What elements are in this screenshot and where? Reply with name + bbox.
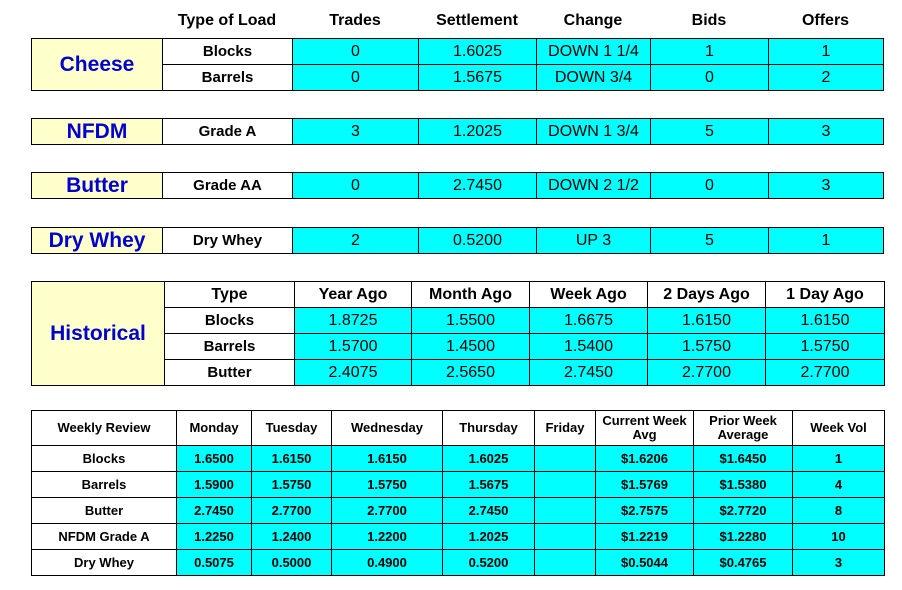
butter-settlement: 2.7450: [419, 173, 537, 199]
weekly-row-label: NFDM Grade A: [32, 524, 177, 550]
weekly-cell: 1.6025: [443, 446, 535, 472]
butter-bids: 0: [651, 173, 769, 199]
drywhey-bids: 5: [651, 228, 769, 254]
weekly-row-label: Blocks: [32, 446, 177, 472]
hist-cell: 2.4075: [295, 360, 412, 386]
weekly-cell: 2.7700: [252, 498, 332, 524]
nfdm-type: Grade A: [163, 119, 293, 145]
hist-cell: 1.5750: [648, 334, 766, 360]
cheese-blocks-bids: 1: [651, 39, 769, 65]
table-row: [32, 524, 885, 550]
hist-cell: 1.4500: [412, 334, 530, 360]
weekly-cell: 8: [793, 498, 885, 524]
hist-cell: 1.5500: [412, 308, 530, 334]
weekly-review-table: [31, 410, 885, 576]
weekly-cell: $1.2219: [596, 524, 694, 550]
nfdm-bids: 5: [651, 119, 769, 145]
weekly-cell: 1.5750: [252, 472, 332, 498]
weekly-cell: 4: [793, 472, 885, 498]
col-header-type: Type of Load: [177, 12, 277, 29]
weekly-cell: [535, 472, 596, 498]
weekly-cell: 2.7450: [443, 498, 535, 524]
drywhey-type: Dry Whey: [163, 228, 293, 254]
weekly-cell: 2.7700: [332, 498, 443, 524]
butter-table: [31, 172, 884, 199]
weekly-cell: [535, 524, 596, 550]
weekly-header-wednesday: Wednesday: [332, 411, 443, 446]
nfdm-offers: 3: [769, 119, 884, 145]
table-row: [32, 550, 885, 576]
weekly-cell: $2.7720: [694, 498, 793, 524]
hist-cell: 1.5400: [530, 334, 648, 360]
weekly-header-thursday: Thursday: [443, 411, 535, 446]
hist-cell: 2.7450: [530, 360, 648, 386]
cheese-barrels-bids: 0: [651, 65, 769, 91]
butter-type: Grade AA: [163, 173, 293, 199]
cheese-barrels-change: DOWN 3/4: [537, 65, 651, 91]
weekly-header-prior-avg: Prior Week Average: [694, 411, 793, 446]
cheese-barrels-trades: 0: [293, 65, 419, 91]
drywhey-change: UP 3: [537, 228, 651, 254]
hist-cell: 1.6150: [766, 308, 885, 334]
nfdm-trades: 3: [293, 119, 419, 145]
col-header-bids: Bids: [691, 12, 727, 29]
drywhey-trades: 2: [293, 228, 419, 254]
col-header-offers: Offers: [801, 12, 850, 29]
weekly-cell: 0.5000: [252, 550, 332, 576]
historical-table: [31, 281, 885, 386]
weekly-cell: 1.2400: [252, 524, 332, 550]
drywhey-label: Dry Whey: [32, 228, 163, 254]
hist-header-1-day-ago: 1 Day Ago: [766, 282, 885, 308]
cheese-blocks-settlement: 1.6025: [419, 39, 537, 65]
weekly-cell: $2.7575: [596, 498, 694, 524]
cheese-table: [31, 38, 884, 91]
weekly-cell: $0.4765: [694, 550, 793, 576]
butter-change: DOWN 2 1/2: [537, 173, 651, 199]
col-header-settlement: Settlement: [436, 12, 518, 29]
hist-cell: 2.7700: [648, 360, 766, 386]
drywhey-offers: 1: [769, 228, 884, 254]
hist-row-type: Blocks: [165, 308, 295, 334]
weekly-cell: 1.6150: [252, 446, 332, 472]
weekly-cell: 1.2200: [332, 524, 443, 550]
weekly-header-week-vol: Week Vol: [793, 411, 885, 446]
cheese-blocks-offers: 1: [769, 39, 884, 65]
table-row: [32, 498, 885, 524]
weekly-row-label: Dry Whey: [32, 550, 177, 576]
nfdm-change: DOWN 1 3/4: [537, 119, 651, 145]
col-header-change: Change: [563, 12, 623, 29]
hist-header-month-ago: Month Ago: [412, 282, 530, 308]
cheese-blocks-type: Blocks: [163, 39, 293, 65]
weekly-cell: 0.4900: [332, 550, 443, 576]
weekly-cell: [535, 550, 596, 576]
weekly-cell: $1.5380: [694, 472, 793, 498]
hist-cell: 1.5750: [766, 334, 885, 360]
hist-cell: 1.5700: [295, 334, 412, 360]
hist-cell: 2.7700: [766, 360, 885, 386]
hist-cell: 2.5650: [412, 360, 530, 386]
weekly-cell: 1.6500: [177, 446, 252, 472]
weekly-cell: 10: [793, 524, 885, 550]
weekly-cell: 1.2250: [177, 524, 252, 550]
nfdm-settlement: 1.2025: [419, 119, 537, 145]
butter-offers: 3: [769, 173, 884, 199]
hist-cell: 1.8725: [295, 308, 412, 334]
cheese-blocks-change: DOWN 1 1/4: [537, 39, 651, 65]
table-row: [32, 472, 885, 498]
hist-cell: 1.6150: [648, 308, 766, 334]
hist-header-week-ago: Week Ago: [530, 282, 648, 308]
weekly-cell: 1.2025: [443, 524, 535, 550]
weekly-cell: 0.5200: [443, 550, 535, 576]
drywhey-settlement: 0.5200: [419, 228, 537, 254]
cheese-barrels-type: Barrels: [163, 65, 293, 91]
weekly-cell: 0.5075: [177, 550, 252, 576]
hist-row-type: Butter: [165, 360, 295, 386]
weekly-cell: [535, 446, 596, 472]
weekly-cell: $1.2280: [694, 524, 793, 550]
weekly-cell: 3: [793, 550, 885, 576]
nfdm-table: [31, 118, 884, 145]
cheese-barrels-offers: 2: [769, 65, 884, 91]
hist-row-type: Barrels: [165, 334, 295, 360]
hist-header-2-days-ago: 2 Days Ago: [648, 282, 766, 308]
weekly-header-label: Weekly Review: [32, 411, 177, 446]
weekly-cell: $1.6206: [596, 446, 694, 472]
weekly-row-label: Barrels: [32, 472, 177, 498]
hist-cell: 1.6675: [530, 308, 648, 334]
weekly-header-monday: Monday: [177, 411, 252, 446]
weekly-cell: 1.6150: [332, 446, 443, 472]
col-header-trades: Trades: [329, 12, 381, 29]
weekly-cell: 1.5750: [332, 472, 443, 498]
weekly-cell: $0.5044: [596, 550, 694, 576]
hist-header-year-ago: Year Ago: [295, 282, 412, 308]
cheese-blocks-trades: 0: [293, 39, 419, 65]
butter-trades: 0: [293, 173, 419, 199]
nfdm-label: NFDM: [32, 119, 163, 145]
weekly-header-friday: Friday: [535, 411, 596, 446]
drywhey-table: [31, 227, 884, 254]
cheese-label: Cheese: [32, 39, 163, 91]
weekly-header-tuesday: Tuesday: [252, 411, 332, 446]
weekly-cell: 1.5675: [443, 472, 535, 498]
weekly-cell: 1.5900: [177, 472, 252, 498]
butter-label: Butter: [32, 173, 163, 199]
hist-header-type: Type: [165, 282, 295, 308]
weekly-cell: $1.5769: [596, 472, 694, 498]
historical-label: Historical: [32, 282, 165, 386]
weekly-cell: $1.6450: [694, 446, 793, 472]
weekly-cell: [535, 498, 596, 524]
weekly-cell: 2.7450: [177, 498, 252, 524]
cheese-barrels-settlement: 1.5675: [419, 65, 537, 91]
table-row: [32, 446, 885, 472]
weekly-header-current-avg: Current Week Avg: [596, 411, 694, 446]
weekly-cell: 1: [793, 446, 885, 472]
weekly-row-label: Butter: [32, 498, 177, 524]
